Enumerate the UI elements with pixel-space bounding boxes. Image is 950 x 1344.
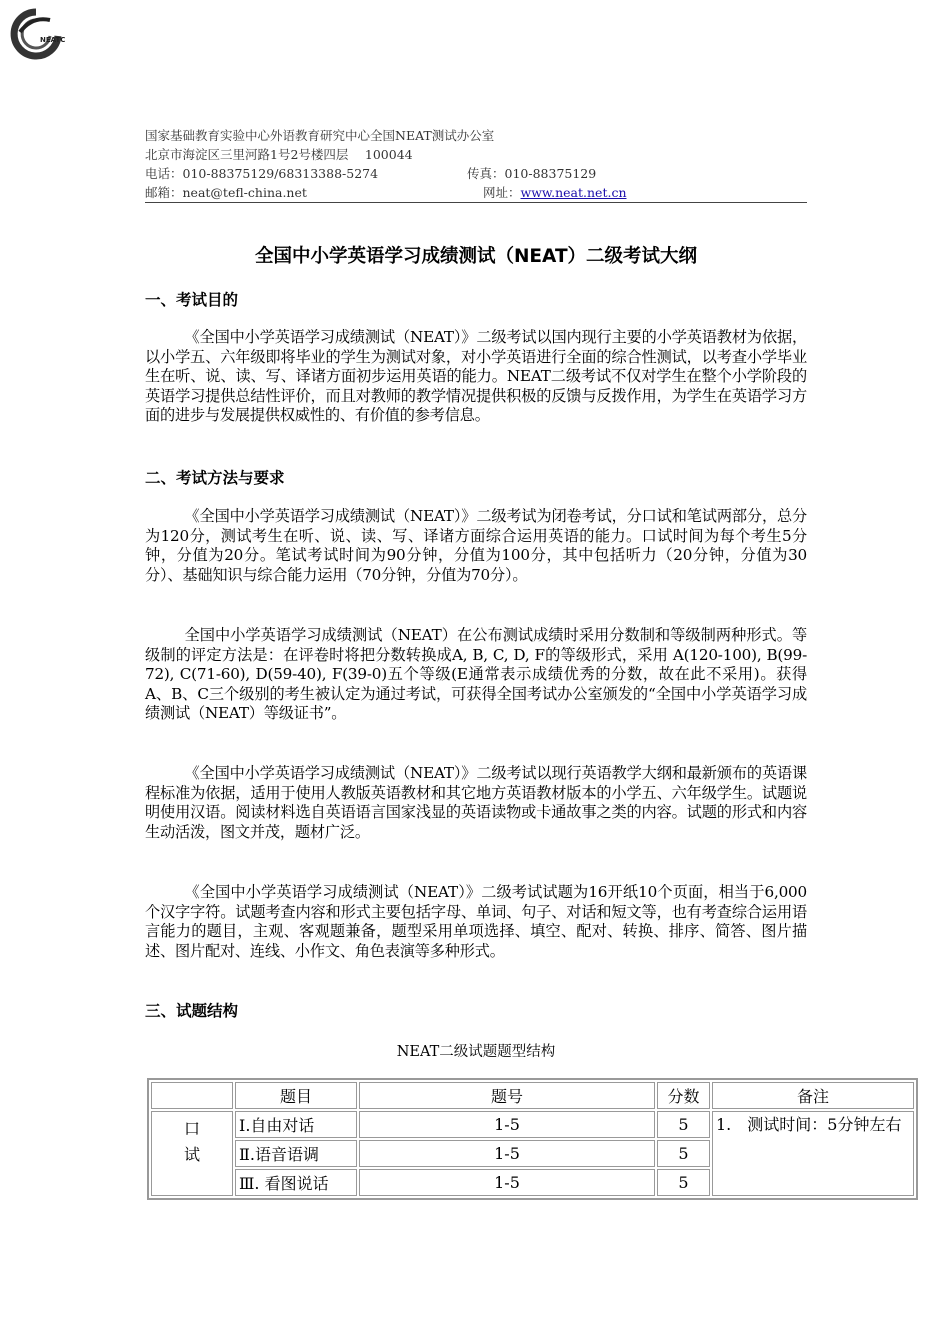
phone: 电话：010-88375129/68313388-5274 (145, 166, 379, 181)
swirl-logo-icon (14, 12, 58, 56)
item-cell: Ⅱ.语音语调 (235, 1140, 357, 1167)
header-divider (145, 202, 807, 203)
header-cell: 题目 (235, 1082, 357, 1109)
test-structure-table (147, 1078, 918, 1200)
section-2-paragraph-3: 《全国中小学英语学习成绩测试（NEAT）》二级考试以现行英语教学大纲和最新颁布的英语课程标准为依据，适用于使用人教版英语教材和其它地方英语教材版本的小学五、六年级学生。试题说明使用汉语。阅读材料选自英语语言国家浅显的英语读物或卡通故事之类的内容。试题的形式和内容生动活泼，图文并茂，题材广泛。 (145, 764, 807, 841)
fax: 传真：010-88375129 (467, 166, 597, 181)
section-3-heading: 三、试题结构 (145, 1002, 239, 1020)
contact-header (145, 126, 807, 202)
score-cell: 5 (657, 1169, 710, 1196)
score-cell: 5 (657, 1111, 710, 1138)
address: 北京市海淀区三里河路1号2号楼四层 100044 (145, 147, 413, 162)
table-row (151, 1111, 914, 1138)
item-cell: Ⅲ. 看图说话 (235, 1169, 357, 1196)
header-cell: 备注 (712, 1082, 914, 1109)
section-1-paragraph-1: 《全国中小学英语学习成绩测试（NEAT）》二级考试以国内现行主要的小学英语教材为依据，以小学五、六年级即将毕业的学生为测试对象，对小学英语进行全面的综合性测试，以考查小学毕业生在听、说、读、写、译诸方面初步运用英语的能力。NEAT二级考试不仅对学生在整个小学阶段的英语学习提供总结性评价，而且对教师的教学情况提供积极的反馈与反拨作用，为学生在英语学习方面的进步与发展提供权威性的、有价值的参考信息。 (145, 328, 807, 425)
neatc-logo (6, 6, 68, 62)
category-cell: 口 试 (151, 1111, 233, 1196)
logo-text: NEATC (40, 36, 66, 44)
section-2-paragraph-4: 《全国中小学英语学习成绩测试（NEAT）》二级考试试题为16开纸10个页面，相当于6,000个汉字字符。试题考查内容和形式主要包括字母、单词、句子、对话和短文等，也有考查综合运用语言能力的题目，主观、客观题兼备，题型采用单项选择、填空、配对、转换、排序、简答、图片描述、图片配对、连线、小作文、角色表演等多种形式。 (145, 883, 807, 960)
section-1-heading: 一、考试目的 (145, 291, 239, 309)
section-2-heading: 二、考试方法与要求 (145, 469, 285, 487)
number-cell: 1-5 (359, 1169, 655, 1196)
number-cell: 1-5 (359, 1111, 655, 1138)
page-title: 全国中小学英语学习成绩测试（NEAT）二级考试大纲 (254, 246, 698, 267)
website-link[interactable]: www.neat.net.cn (520, 185, 627, 200)
table-caption: NEAT二级试题题型结构 (396, 1044, 556, 1060)
email: 邮箱：neat@tefl-china.net (145, 185, 307, 200)
header-cell: 题号 (359, 1082, 655, 1109)
org-name: 国家基础教育实验中心外语教育研究中心全国NEAT测试办公室 (145, 128, 495, 143)
note-cell: 1. 测试时间：5分钟左右 (712, 1111, 914, 1196)
header-cell: 分数 (657, 1082, 710, 1109)
item-cell: Ⅰ.自由对话 (235, 1111, 357, 1138)
section-2-paragraph-2: 全国中小学英语学习成绩测试（NEAT）在公布测试成绩时采用分数制和等级制两种形式。等级制的评定方法是：在评卷时将把分数转换成A, B, C, D, F的等级形式，采用 A(120-100), B(99-72), C(71-60), D(59-40), F(39-0)五个等级(E通常表示成绩优秀的分数，故在此不采用)。获得A、B、C三个级别的考生被认定为通过考试，可获得全国考试办公室颁发的“全国中小学英语学习成绩测试（NEAT）等级证书”。 (145, 626, 807, 723)
table-header-row (151, 1082, 914, 1109)
number-cell: 1-5 (359, 1140, 655, 1167)
header-cell (151, 1082, 233, 1109)
website-label: 网址： (483, 185, 521, 200)
score-cell: 5 (657, 1140, 710, 1167)
section-2-paragraph-1: 《全国中小学英语学习成绩测试（NEAT）》二级考试为闭卷考试，分口试和笔试两部分，总分为120分，测试考生在听、说、读、写、译诸方面综合运用英语的能力。口试时间为每个考生5分钟，分值为20分。笔试考试时间为90分钟，分值为100分，其中包括听力（20分钟，分值为30分）、基础知识与综合能力运用（70分钟，分值为70分）。 (145, 507, 807, 584)
